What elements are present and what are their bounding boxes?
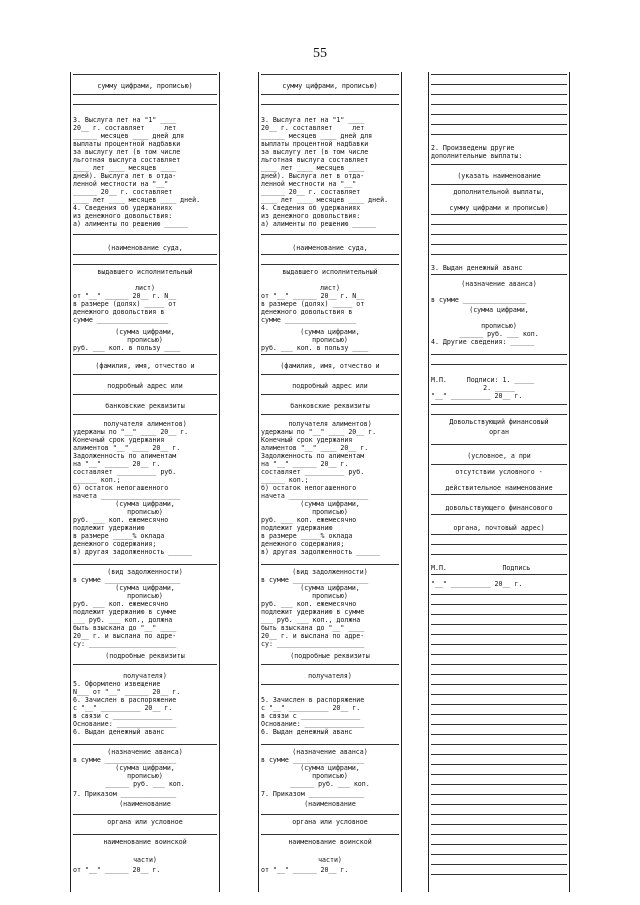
form-line: руб. ___ коп. в пользу ____	[261, 344, 369, 352]
form-line: в связи с _______________	[73, 712, 173, 720]
blank-rule	[431, 164, 567, 165]
form-line: алиментов "__" ____ 20__ г.	[73, 444, 181, 452]
form-line: в размере _____% оклада	[261, 532, 353, 540]
blank-rule	[73, 264, 217, 265]
form-line: прописью)	[312, 336, 348, 344]
blank-rule	[431, 114, 567, 115]
form-line: 20__ г. составляет лет	[73, 124, 177, 132]
form-line: Довольствующий финансовый	[449, 418, 549, 426]
form-line: 2. _____	[483, 384, 515, 392]
form-line: прописью)	[127, 508, 163, 516]
form-line: 7. Приказом ______________	[73, 790, 177, 798]
form-line: от "__" ______ 20__ г.	[261, 866, 349, 874]
form-line: а) алименты по решению ______	[73, 220, 189, 228]
form-line: "__" __________ 20__ г.	[431, 392, 523, 400]
blank-rule	[431, 84, 567, 85]
form-line: банковские реквизиты	[105, 402, 185, 410]
form-line: льготная выслуга составляет	[261, 156, 369, 164]
form-line: на "__" ______ 20__ г.	[261, 460, 349, 468]
form-line: подлежит удержанию в сумме	[73, 608, 177, 616]
form-line: (сумма цифрами,	[115, 328, 175, 336]
form-line: б) остаток непогашенного	[73, 484, 169, 492]
form-line: 5. Оформлено извещение	[73, 680, 161, 688]
blank-rule	[73, 814, 217, 815]
form-line: руб. ___ коп. ежемесячно	[261, 516, 357, 524]
form-line: 4. Сведения об удержаниях	[73, 204, 173, 212]
blank-rule	[431, 664, 567, 665]
form-line: из денежного довольствия:	[73, 212, 173, 220]
blank-rule	[73, 374, 217, 375]
blank-rule	[431, 574, 567, 575]
form-line: на "__" ______ 20__ г.	[73, 460, 161, 468]
blank-rule	[431, 534, 567, 535]
form-line: ______ руб. ___ коп.	[459, 330, 539, 338]
form-line: сумме __________________	[261, 316, 357, 324]
form-line: 6. Выдан денежный аванс	[261, 728, 353, 736]
blank-rule	[431, 514, 567, 515]
form-line: ___ руб. ___ коп., должна	[73, 616, 173, 624]
form-line: Основание: _______________	[73, 720, 177, 728]
form-line: Задолженность по алиментам	[261, 452, 365, 460]
form-line: М.П. Подписи: 1. _____	[431, 376, 535, 384]
form-line: прописью)	[312, 592, 348, 600]
form-line: 6. Выдан денежный аванс	[73, 728, 165, 736]
form-line: выплаты процентной надбавки	[261, 140, 369, 148]
form-line: Конечный срок удержания	[261, 436, 353, 444]
blank-rule	[431, 714, 567, 715]
form-line: алиментов "__" ____ 20__ г.	[261, 444, 369, 452]
form-line: 4. Другие сведения: ______	[431, 338, 535, 346]
blank-rule	[431, 414, 567, 415]
blank-rule	[73, 104, 217, 105]
form-line: (сумма цифрами,	[115, 500, 175, 508]
form-line: 7. Приказом ______________	[261, 790, 365, 798]
form-line: (сумма цифрами,	[300, 500, 360, 508]
form-line: от "__" ______ 20__ г.	[73, 866, 161, 874]
form-line: ____ лет ____ месяцев ____	[73, 164, 177, 172]
form-line: органа или условное	[107, 818, 183, 826]
blank-rule	[431, 494, 567, 495]
form-line: прописью)	[312, 508, 348, 516]
blank-rule	[261, 744, 399, 745]
form-line: (подробные реквизиты	[105, 652, 185, 660]
form-line: (наименование	[304, 800, 356, 808]
form-line: ______ коп.;	[261, 476, 309, 484]
blank-rule	[431, 554, 567, 555]
form-line: в размере (долях) _____ от	[73, 300, 177, 308]
blank-rule	[261, 394, 399, 395]
blank-rule	[431, 744, 567, 745]
form-line: наименование воинской	[288, 838, 372, 846]
blank-rule	[431, 754, 567, 755]
form-line: за выслугу лет (в том числе	[73, 148, 181, 156]
blank-rule	[431, 654, 567, 655]
blank-rule	[431, 444, 567, 445]
blank-rule	[431, 184, 567, 185]
form-line: 6. Зачислен в распоряжение	[73, 696, 177, 704]
form-line: ______ месяцев ____ дней для	[73, 132, 185, 140]
blank-rule	[431, 864, 567, 865]
blank-rule	[73, 394, 217, 395]
form-line: (сумма цифрами,	[115, 584, 175, 592]
form-line: дополнительной выплаты,	[453, 188, 545, 196]
blank-rule	[431, 404, 567, 405]
form-line: (сумма цифрами,	[300, 764, 360, 772]
form-line: прописью)	[312, 772, 348, 780]
form-line: дней). Выслуга лет в отда-	[73, 172, 177, 180]
form-line: (фамилия, имя, отчество и	[280, 362, 380, 370]
blank-rule	[431, 804, 567, 805]
form-line: (наименование суда,	[107, 244, 183, 252]
form-line: получателя)	[123, 672, 167, 680]
form-line: (сумма цифрами,	[300, 584, 360, 592]
blank-rule	[261, 104, 399, 105]
blank-rule	[261, 834, 399, 835]
form-column-3	[428, 72, 570, 892]
form-line: ____ лет ____ месяцев ____ дней.	[73, 196, 201, 204]
form-line: (указать наименование	[457, 172, 541, 180]
form-line: выплаты процентной надбавки	[73, 140, 181, 148]
form-line: ______ руб. ___ коп.	[290, 780, 370, 788]
form-line: М.П. Подпись	[431, 564, 531, 572]
form-line: лист)	[320, 284, 340, 292]
form-line: прописью)	[127, 772, 163, 780]
form-line: денежного содержания;	[261, 540, 345, 548]
form-line: N___ от "__" ______ 20__ г.	[73, 688, 181, 696]
form-line: руб. ___ коп. в пользу ____	[73, 344, 181, 352]
form-line: дополнительные выплаты:	[431, 152, 523, 160]
blank-rule	[431, 544, 567, 545]
form-line: банковские реквизиты	[290, 402, 370, 410]
form-line: ленной местности на "__"	[73, 180, 169, 188]
form-line: денежного довольствия в	[73, 308, 165, 316]
form-line: в сумме ________________	[431, 296, 527, 304]
blank-rule	[261, 374, 399, 375]
form-line: в связи с _______________	[261, 712, 361, 720]
form-line: от "__" ______ 20__ г. N__	[261, 292, 365, 300]
form-line: прописью)	[481, 322, 517, 330]
blank-rule	[431, 214, 567, 215]
blank-rule	[431, 124, 567, 125]
form-line: ____ лет ____ месяцев ____	[261, 164, 365, 172]
form-line: (наименование	[119, 800, 171, 808]
form-line: быть взыскана до "__" ____	[73, 624, 177, 632]
form-line: 20__ г. и выслана по адре-	[261, 632, 365, 640]
form-line: в) другая задолженность ______	[73, 548, 193, 556]
form-column-2	[258, 72, 402, 892]
blank-rule	[431, 854, 567, 855]
form-line: наименование воинской	[103, 838, 187, 846]
blank-rule	[261, 74, 399, 75]
form-line: подлежит удержанию в сумме	[261, 608, 365, 616]
form-line: быть взыскана до "__" ____	[261, 624, 365, 632]
form-line: (сумма цифрами,	[469, 306, 529, 314]
form-line: с "__" __________ 20__ г.	[261, 704, 361, 712]
form-line: составляет __________ руб.	[73, 468, 177, 476]
form-line: ___ руб. ___ коп., должна	[261, 616, 361, 624]
form-line: (вид задолженности)	[292, 568, 368, 576]
form-line: 3. Выдан денежный аванс	[431, 264, 523, 272]
form-line: (подробные реквизиты	[290, 652, 370, 660]
form-line: прописью)	[127, 592, 163, 600]
form-line: ______ 20__ г. составляет	[73, 188, 173, 196]
form-line: в) другая задолженность ______	[261, 548, 381, 556]
form-line: ленной местности на "__"	[261, 180, 357, 188]
form-line: "__" __________ 20__ г.	[431, 580, 523, 588]
blank-rule	[431, 634, 567, 635]
form-line: части)	[318, 856, 342, 864]
form-line: а) алименты по решению ______	[261, 220, 377, 228]
form-line: (фамилия, имя, отчество и	[95, 362, 195, 370]
form-line: 20__ г. и выслана по адре-	[73, 632, 177, 640]
form-line: составляет __________ руб.	[261, 468, 365, 476]
blank-rule	[431, 134, 567, 135]
form-line: дней). Выслуга лет в отда-	[261, 172, 365, 180]
blank-rule	[261, 564, 399, 565]
blank-rule	[431, 794, 567, 795]
form-line: руб. ___ коп. ежемесячно	[73, 600, 169, 608]
blank-rule	[431, 734, 567, 735]
form-line: органа или условное	[292, 818, 368, 826]
form-line: Основание: _______________	[261, 720, 365, 728]
blank-rule	[73, 94, 217, 95]
form-line: отсутствии условного -	[455, 468, 543, 476]
form-line: денежного содержания;	[73, 540, 157, 548]
form-line: сумму цифрами, прописью)	[282, 82, 378, 90]
form-line: су: ______________________	[73, 640, 177, 648]
blank-rule	[431, 844, 567, 845]
form-column-1	[70, 72, 220, 892]
form-line: в сумме ___________________	[73, 576, 181, 584]
form-line: части)	[133, 856, 157, 864]
form-line: действительное наименование	[445, 484, 553, 492]
form-line: ____ лет ____ месяцев ____ дней.	[261, 196, 389, 204]
form-line: подлежит удержанию	[73, 524, 145, 532]
form-line: (назначение аванса)	[292, 748, 368, 756]
form-line: (назначение аванса)	[107, 748, 183, 756]
form-line: от "__" ______ 20__ г. N__	[73, 292, 177, 300]
form-line: ______ месяцев ____ дней для	[261, 132, 373, 140]
blank-rule	[261, 414, 399, 415]
form-line: (назначение аванса)	[461, 280, 537, 288]
form-line: Конечный срок удержания	[73, 436, 165, 444]
form-line: удержаны по "__" ____ 20__ г.	[73, 428, 189, 436]
form-line: лист)	[135, 284, 155, 292]
blank-rule	[431, 254, 567, 255]
form-line: органа, почтовый адрес)	[453, 524, 545, 532]
form-line: в размере (долях) _____ от	[261, 300, 365, 308]
blank-rule	[431, 874, 567, 875]
form-line: начета ____________________	[73, 492, 181, 500]
form-line: получателя)	[308, 672, 352, 680]
blank-rule	[431, 644, 567, 645]
blank-rule	[431, 464, 567, 465]
blank-rule	[73, 254, 217, 255]
form-line: 20__ г. составляет лет	[261, 124, 365, 132]
form-line: су: ______________________	[261, 640, 365, 648]
form-line: из денежного довольствия:	[261, 212, 361, 220]
form-line: льготная выслуга составляет	[73, 156, 181, 164]
blank-rule	[431, 364, 567, 365]
blank-rule	[431, 784, 567, 785]
blank-rule	[431, 694, 567, 695]
form-line: (вид задолженности)	[107, 568, 183, 576]
form-line: 4. Сведения об удержаниях	[261, 204, 361, 212]
form-line: ______ 20__ г. составляет	[261, 188, 361, 196]
blank-rule	[431, 244, 567, 245]
form-line: Задолженность по алиментам	[73, 452, 177, 460]
blank-rule	[261, 94, 399, 95]
blank-rule	[431, 604, 567, 605]
blank-rule	[261, 814, 399, 815]
blank-rule	[431, 814, 567, 815]
blank-rule	[431, 74, 567, 75]
form-line: 2. Произведены другие	[431, 144, 515, 152]
form-line: сумме __________________	[73, 316, 169, 324]
blank-rule	[431, 234, 567, 235]
form-line: за выслугу лет (в том числе	[261, 148, 369, 156]
blank-rule	[73, 744, 217, 745]
form-line: подробный адрес или	[107, 382, 183, 390]
blank-rule	[261, 264, 399, 265]
form-line: подлежит удержанию	[261, 524, 333, 532]
form-line: выдавшего исполнительный	[282, 268, 378, 276]
blank-rule	[431, 614, 567, 615]
blank-rule	[73, 414, 217, 415]
form-line: руб. ___ коп. ежемесячно	[261, 600, 357, 608]
page-number: 55	[313, 46, 327, 61]
blank-rule	[431, 104, 567, 105]
form-line: (наименование суда,	[292, 244, 368, 252]
form-line: подробный адрес или	[292, 382, 368, 390]
blank-rule	[431, 594, 567, 595]
blank-rule	[431, 94, 567, 95]
form-line: орган	[489, 428, 509, 436]
form-line: 5. Зачислен в распоряжение	[261, 696, 365, 704]
blank-rule	[261, 234, 399, 235]
form-line: 3. Выслуга лет на "1" ____	[261, 116, 365, 124]
blank-rule	[261, 684, 399, 685]
form-line: довольствующего финансового	[445, 504, 553, 512]
form-line: в размере _____% оклада	[73, 532, 165, 540]
blank-rule	[431, 624, 567, 625]
blank-rule	[73, 664, 217, 665]
form-line: получателя алиментов)	[103, 420, 187, 428]
form-line: 3. Выслуга лет на "1" ____	[73, 116, 177, 124]
blank-rule	[431, 774, 567, 775]
blank-rule	[431, 834, 567, 835]
form-line: руб. ___ коп. ежемесячно	[73, 516, 169, 524]
form-line: (условное, а при	[467, 452, 531, 460]
blank-rule	[73, 234, 217, 235]
form-line: (сумма цифрами,	[115, 764, 175, 772]
form-line: выдавшего исполнительный	[97, 268, 193, 276]
blank-rule	[431, 824, 567, 825]
blank-rule	[431, 224, 567, 225]
form-line: денежного довольствия в	[261, 308, 353, 316]
form-line: в сумме __________________	[73, 756, 177, 764]
blank-rule	[431, 674, 567, 675]
blank-rule	[73, 564, 217, 565]
form-line: сумму цифрами и прописью)	[449, 204, 549, 212]
form-line: удержаны по "__" ____ 20__ г.	[261, 428, 377, 436]
form-line: (сумма цифрами,	[300, 328, 360, 336]
form-line: б) остаток непогашенного	[261, 484, 357, 492]
blank-rule	[431, 354, 567, 355]
blank-rule	[431, 704, 567, 705]
form-line: прописью)	[127, 336, 163, 344]
blank-rule	[431, 724, 567, 725]
blank-rule	[73, 834, 217, 835]
blank-rule	[73, 354, 217, 355]
form-line: получателя алиментов)	[288, 420, 372, 428]
form-line: в сумме ___________________	[261, 576, 369, 584]
blank-rule	[261, 354, 399, 355]
form-line: сумму цифрами, прописью)	[97, 82, 193, 90]
blank-rule	[431, 764, 567, 765]
form-line: начета ____________________	[261, 492, 369, 500]
form-line: ______ коп.;	[73, 476, 121, 484]
form-line: с "__" __________ 20__ г.	[73, 704, 173, 712]
blank-rule	[73, 74, 217, 75]
blank-rule	[261, 664, 399, 665]
form-line: ______ руб. ___ коп.	[105, 780, 185, 788]
blank-rule	[431, 274, 567, 275]
blank-rule	[261, 254, 399, 255]
form-line: в сумме __________________	[261, 756, 365, 764]
blank-rule	[431, 684, 567, 685]
